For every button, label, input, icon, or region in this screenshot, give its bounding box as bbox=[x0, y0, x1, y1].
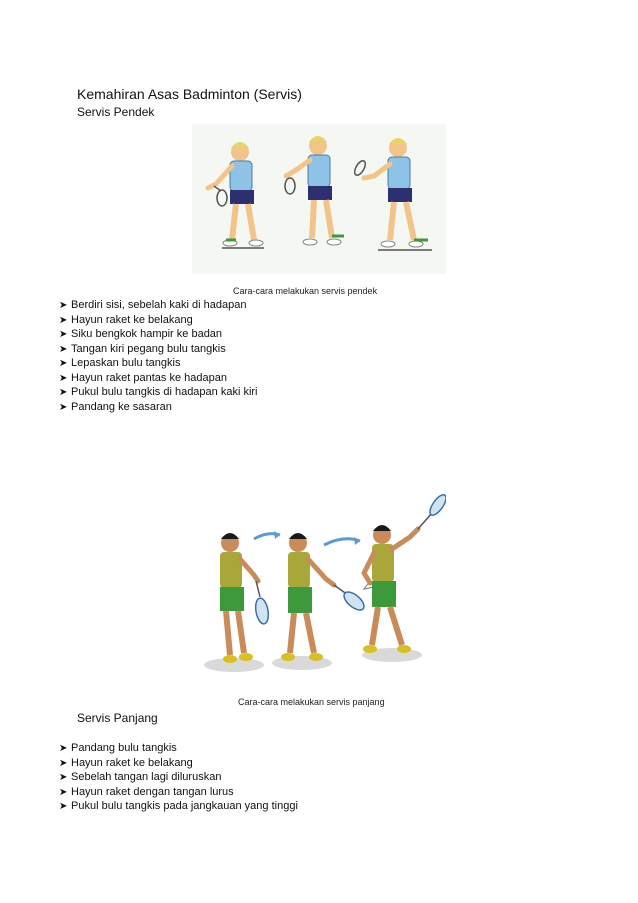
list-item: ➤ Lepaskan bulu tangkis bbox=[59, 356, 258, 371]
list-item: ➤ Hayun raket ke belakang bbox=[59, 313, 258, 328]
section-heading-servis-panjang: Servis Panjang bbox=[77, 711, 158, 725]
arrow-right-bullet-icon: ➤ bbox=[59, 329, 68, 340]
list-item: ➤ Hayun raket pantas ke hadapan bbox=[59, 371, 258, 386]
list-item: ➤ Hayun raket ke belakang bbox=[59, 756, 298, 771]
player-figure-6 bbox=[363, 493, 446, 653]
list-item: ➤ Hayun raket dengan tangan lurus bbox=[59, 785, 298, 800]
arrow-right-bullet-icon: ➤ bbox=[59, 387, 68, 398]
arrow-right-bullet-icon: ➤ bbox=[59, 401, 68, 413]
arrow-right-bullet-icon: ➤ bbox=[59, 801, 68, 812]
arrow-right-bullet-icon: ➤ bbox=[59, 743, 68, 754]
list-item: ➤ Pukul bulu tangkis di hadapan kaki kiri bbox=[59, 385, 258, 400]
arrow-right-bullet-icon: ➤ bbox=[59, 757, 68, 769]
list-item: ➤ Siku bengkok hampir ke badan bbox=[59, 327, 258, 342]
servis-panjang-illustration bbox=[196, 493, 446, 685]
servis-panjang-steps-list bbox=[59, 741, 298, 814]
list-item: ➤ Pukul bulu tangkis pada jangkauan yang tinggi bbox=[59, 799, 298, 814]
list-item: ➤ Sebelah tangan lagi diluruskan bbox=[59, 770, 298, 785]
page-title: Kemahiran Asas Badminton (Servis) bbox=[77, 86, 302, 102]
servis-pendek-illustration bbox=[192, 124, 446, 274]
arrow-right-bullet-icon: ➤ bbox=[59, 372, 68, 384]
player-figure-5 bbox=[281, 533, 367, 661]
arrow-right-bullet-icon: ➤ bbox=[59, 786, 68, 798]
list-item: ➤ Pandang bulu tangkis bbox=[59, 741, 298, 756]
list-item: ➤ Berdiri sisi, sebelah kaki di hadapan bbox=[59, 298, 258, 313]
servis-pendek-steps-list bbox=[59, 298, 258, 414]
list-item: ➤ Pandang ke sasaran bbox=[59, 400, 258, 415]
arrow-right-bullet-icon: ➤ bbox=[59, 772, 68, 783]
list-item: ➤ Tangan kiri pegang bulu tangkis bbox=[59, 342, 258, 357]
figure-caption-servis-pendek: Cara-cara melakukan servis pendek bbox=[233, 286, 378, 296]
section-heading-servis-pendek: Servis Pendek bbox=[77, 105, 155, 119]
arrow-right-bullet-icon: ➤ bbox=[59, 343, 68, 355]
figure-caption-servis-panjang: Cara-cara melakukan servis panjang bbox=[238, 697, 385, 707]
player-figure-4 bbox=[220, 533, 270, 663]
arrow-right-bullet-icon: ➤ bbox=[59, 300, 68, 311]
arrow-right-bullet-icon: ➤ bbox=[59, 314, 68, 326]
arrow-right-bullet-icon: ➤ bbox=[59, 358, 68, 369]
